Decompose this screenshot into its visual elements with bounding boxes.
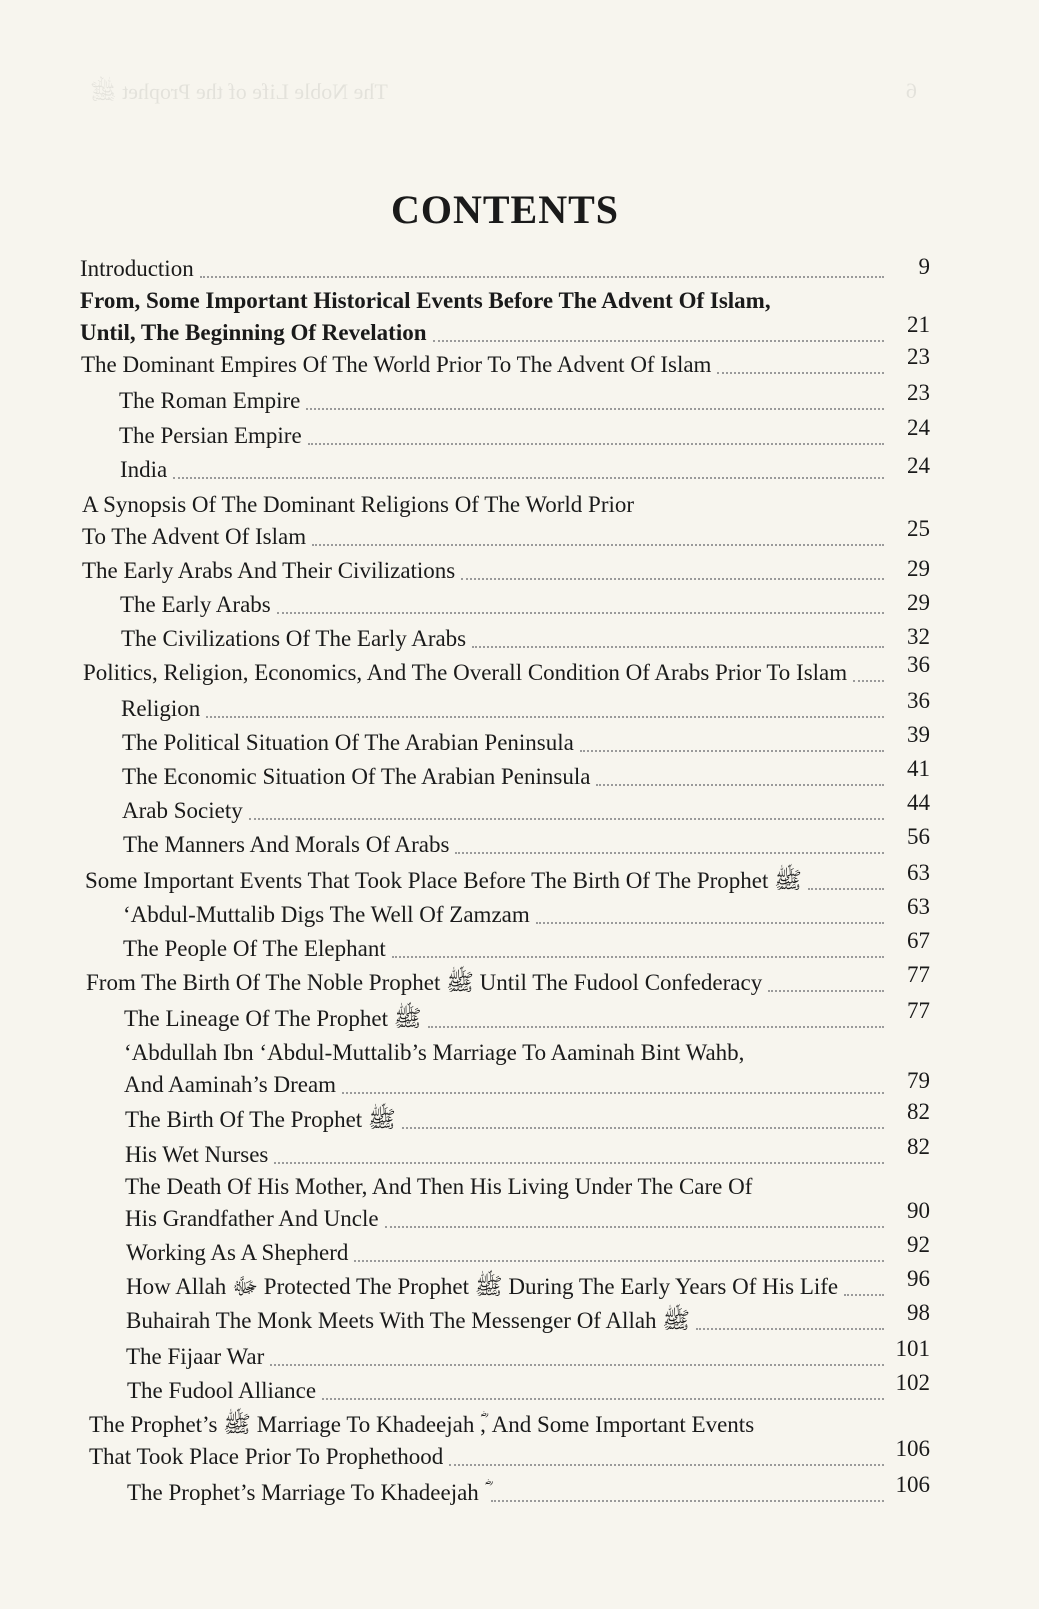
toc-page-number: 82 — [907, 1099, 930, 1124]
toc-entry-line: ‘Abdul-Muttalib Digs The Well Of Zamzam — [123, 902, 530, 927]
toc-entry-line: Religion — [121, 696, 201, 721]
toc-entry-line: His Wet Nurses — [125, 1142, 269, 1167]
dot-leader — [491, 1500, 884, 1502]
toc-entry-line: Buhairah The Monk Meets With The Messenger Of Allah ﷺ — [126, 1308, 691, 1333]
dot-leader — [717, 372, 884, 374]
bleed-through-text: The Noble Life of the Prophet ﷺ — [90, 79, 388, 104]
toc-page-number: 32 — [907, 624, 930, 649]
toc-page-number: 96 — [907, 1266, 930, 1291]
toc-page-number: 67 — [907, 928, 930, 953]
toc-page-number: 79 — [907, 1068, 930, 1093]
toc-page-number: 77 — [907, 962, 930, 987]
toc-page-number: 9 — [918, 254, 930, 279]
toc-page-number: 82 — [907, 1134, 930, 1159]
toc-page-number: 102 — [895, 1370, 930, 1395]
toc-entry-line: Until, The Beginning Of Revelation — [80, 320, 427, 345]
dot-leader — [455, 852, 884, 854]
toc-entry-line: To The Advent Of Islam — [82, 524, 307, 549]
dot-leader — [173, 477, 884, 479]
toc-entry-line: The Early Arabs — [120, 592, 271, 617]
dot-leader — [853, 680, 884, 682]
toc-page-number: 44 — [907, 790, 930, 815]
toc-entry-line: The Fudool Alliance — [127, 1378, 317, 1403]
toc-entry-line: The Dominant Empires Of The World Prior To The Advent Of Islam — [81, 352, 712, 377]
toc-page-number: 106 — [895, 1472, 930, 1497]
toc-entry-line: The Economic Situation Of The Arabian Peninsula — [122, 764, 591, 789]
dot-leader — [342, 1092, 884, 1094]
toc-page-number: 106 — [895, 1436, 930, 1461]
dot-leader — [306, 408, 884, 410]
toc-entry-line: And Aaminah’s Dream — [124, 1072, 337, 1097]
toc-page-number: 90 — [907, 1198, 930, 1223]
dot-leader — [274, 1162, 884, 1164]
dot-leader — [536, 922, 884, 924]
toc-entry-line: ‘Abdullah Ibn ‘Abdul-Muttalib’s Marriage To Aaminah Bint Wahb, — [124, 1040, 745, 1065]
toc-entry-line: How Allah ﷻ Protected The Prophet ﷺ During The Early Years Of His Life — [126, 1274, 839, 1299]
toc-entry-line: The Fijaar War — [126, 1344, 265, 1369]
dot-leader — [308, 443, 884, 445]
toc-page-number: 29 — [907, 590, 930, 615]
toc-page-number: 21 — [907, 312, 930, 337]
toc-page-number: 101 — [895, 1336, 930, 1361]
toc-page-number: 23 — [907, 380, 930, 405]
toc-entry-line: The Roman Empire — [119, 388, 301, 413]
dot-leader — [249, 818, 884, 820]
toc-page-number: 56 — [907, 824, 930, 849]
dot-leader — [277, 612, 884, 614]
toc-entry-line: The People Of The Elephant — [123, 936, 386, 961]
toc-entry-line: His Grandfather And Uncle — [125, 1206, 379, 1231]
toc-entry-line: Working As A Shepherd — [126, 1240, 349, 1265]
toc-page-number: 24 — [907, 415, 930, 440]
toc-page-number: 92 — [907, 1232, 930, 1257]
toc-entry-line: The Early Arabs And Their Civilizations — [82, 558, 456, 583]
toc-entry-line: The Civilizations Of The Early Arabs — [121, 626, 467, 651]
dot-leader — [461, 578, 884, 580]
toc-page-number: 98 — [907, 1300, 930, 1325]
dot-leader — [402, 1127, 884, 1129]
toc-entry-line: The Prophet’s ﷺ Marriage To Khadeejah ؓ, And Some Important Events — [89, 1412, 755, 1437]
dot-leader — [354, 1260, 884, 1262]
dot-leader — [449, 1464, 884, 1466]
dot-leader — [472, 646, 884, 648]
dot-leader — [206, 716, 884, 718]
toc-page-number: 36 — [907, 652, 930, 677]
toc-page-number: 63 — [907, 860, 930, 885]
toc-entry-line: From The Birth Of The Noble Prophet ﷺ Until The Fudool Confederacy — [86, 970, 763, 995]
toc-entry-line: Some Important Events That Took Place Before The Birth Of The Prophet ﷺ — [85, 868, 802, 893]
toc-entry-line: The Persian Empire — [119, 423, 302, 448]
bleed-through-page-number: 6 — [906, 78, 917, 103]
dot-leader — [385, 1226, 884, 1228]
dot-leader — [433, 340, 884, 342]
dot-leader — [844, 1294, 884, 1296]
toc-page-number: 29 — [907, 556, 930, 581]
toc-page-number: 24 — [907, 453, 930, 478]
toc-page-number: 77 — [907, 998, 930, 1023]
dot-leader — [312, 544, 884, 546]
toc-page-number: 36 — [907, 688, 930, 713]
dot-leader — [270, 1364, 884, 1366]
dot-leader — [768, 990, 884, 992]
toc-page-number: 23 — [907, 344, 930, 369]
dot-leader — [322, 1398, 884, 1400]
dot-leader — [392, 956, 884, 958]
toc-entry-line: The Manners And Morals Of Arabs — [123, 832, 450, 857]
dot-leader — [580, 750, 884, 752]
dot-leader — [428, 1026, 884, 1028]
dot-leader — [200, 276, 884, 278]
toc-entry-line: The Birth Of The Prophet ﷺ — [125, 1107, 396, 1132]
toc-entry-line: India — [120, 457, 168, 482]
toc-entry-line: The Political Situation Of The Arabian Peninsula — [122, 730, 574, 755]
toc-entry-line: The Lineage Of The Prophet ﷺ — [124, 1006, 422, 1031]
toc-entry-line: Arab Society — [122, 798, 243, 823]
toc-entry-line: The Death Of His Mother, And Then His Living Under The Care Of — [125, 1174, 753, 1199]
toc-entry-line: The Prophet’s Marriage To Khadeejah ؓ — [127, 1480, 485, 1505]
page-title: CONTENTS — [390, 187, 620, 232]
toc-page-number: 63 — [907, 894, 930, 919]
toc-page-number: 41 — [907, 756, 930, 781]
toc-entry-line: From, Some Important Historical Events Before The Advent Of Islam, — [80, 288, 771, 313]
dot-leader — [696, 1328, 884, 1330]
toc-entry-line: A Synopsis Of The Dominant Religions Of The World Prior — [82, 492, 635, 517]
toc-page-number: 39 — [907, 722, 930, 747]
dot-leader — [596, 784, 884, 786]
toc-entry-line: That Took Place Prior To Prophethood — [89, 1444, 444, 1469]
toc-page-number: 25 — [907, 516, 930, 541]
toc-entry-line: Politics, Religion, Economics, And The Overall Condition Of Arabs Prior To Islam — [83, 660, 848, 685]
dot-leader — [808, 888, 884, 890]
toc-entry-line: Introduction — [80, 256, 194, 281]
